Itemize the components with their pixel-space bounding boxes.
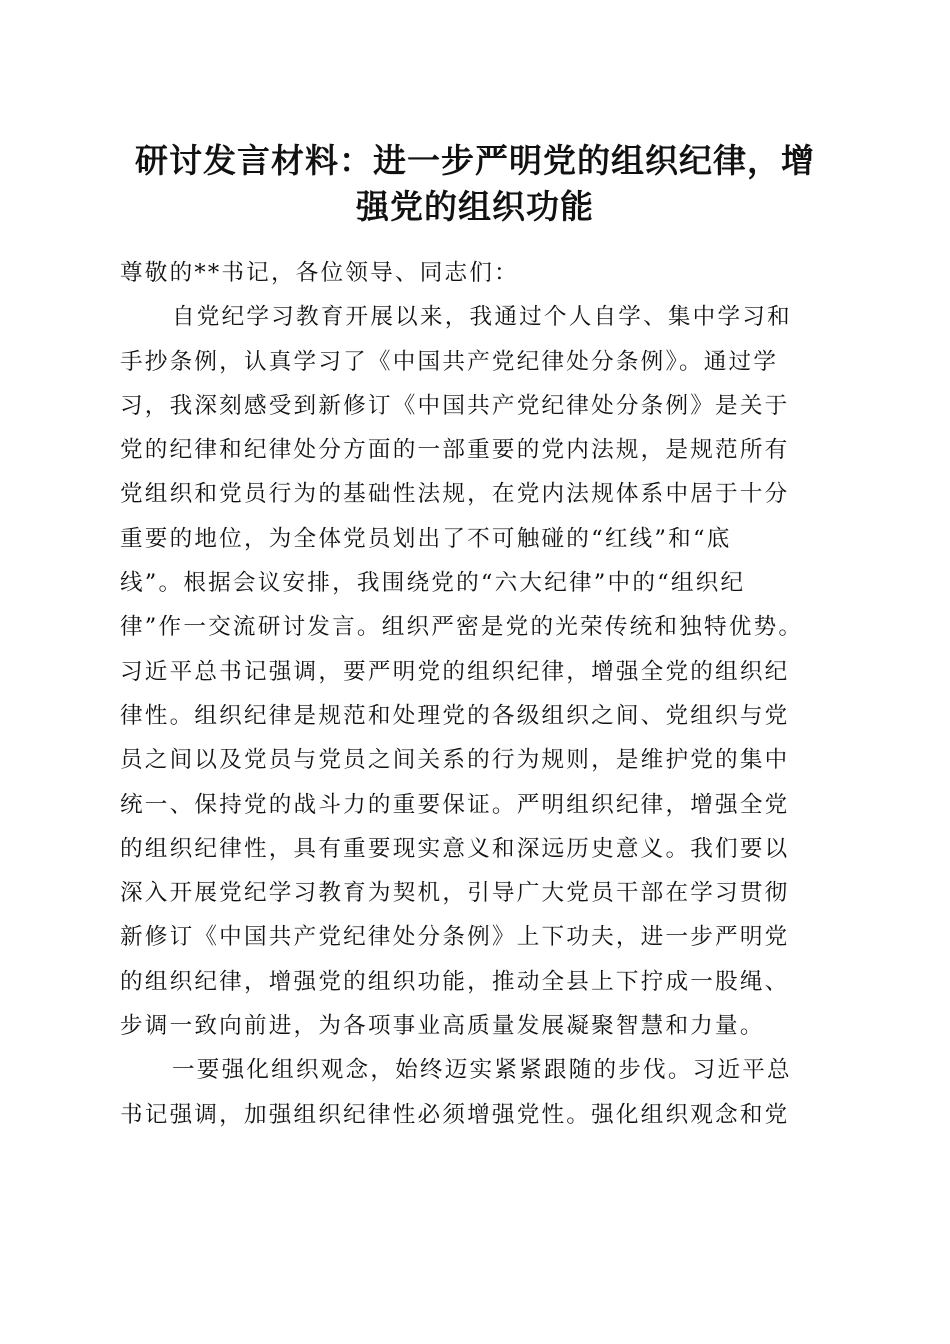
- paragraph-line: 律性。组织纪律是规范和处理党的各级组织之间、党组织与党: [120, 702, 790, 729]
- paragraph-line: 自党纪学习教育开展以来，我通过个人自学、集中学习和: [172, 304, 792, 331]
- paragraph-line: 律”作一交流研讨发言。组织严密是党的光荣传统和独特优势。: [120, 614, 804, 641]
- salutation: 尊敬的**书记，各位领导、同志们：: [120, 260, 519, 286]
- paragraph-line: 步调一致向前进，为各项事业高质量发展凝聚智慧和力量。: [120, 1013, 765, 1040]
- paragraph-line: 重要的地位，为全体党员划出了不可触碰的“红线”和“底: [120, 525, 732, 552]
- paragraph-line: 深入开展党纪学习教育为契机，引导广大党员干部在学习贯彻: [120, 880, 790, 907]
- paragraph-1: [120, 295, 830, 1048]
- title-line: 强党的组织功能: [356, 187, 594, 226]
- paragraph-line: 习近平总书记强调，要严明党的组织纪律，增强全党的组织纪: [120, 658, 790, 685]
- paragraph-line: 的组织纪律，增强党的组织功能，推动全县上下拧成一股绳、: [120, 968, 790, 995]
- paragraph-line: 习，我深刻感受到新修订《中国共产党纪律处分条例》是关于: [120, 392, 790, 419]
- document-body: [120, 251, 830, 1137]
- paragraph-line: 手抄条例，认真学习了《中国共产党纪律处分条例》。通过学: [120, 348, 779, 375]
- paragraph-2: [120, 1048, 830, 1137]
- paragraph-line: 统一、保持党的战斗力的重要保证。严明组织纪律，增强全党: [120, 791, 790, 818]
- paragraph-line: 新修订《中国共产党纪律处分条例》上下功夫，进一步严明党: [120, 924, 790, 951]
- paragraph-line: 的组织纪律性，具有重要现实意义和深远历史意义。我们要以: [120, 835, 790, 862]
- paragraph-line: 一要强化组织观念，始终迈实紧紧跟随的步伐。习近平总: [172, 1057, 792, 1084]
- paragraph-line: 员之间以及党员与党员之间关系的行为规则，是维护党的集中: [120, 747, 790, 774]
- document-title: [110, 138, 840, 230]
- paragraph-line: 线”。根据会议安排，我围绕党的“六大纪律”中的“组织纪: [120, 570, 746, 597]
- salutation-paragraph: [120, 251, 830, 295]
- title-line: 研讨发言材料：进一步严明党的组织纪律，增: [135, 141, 815, 180]
- paragraph-line: 书记强调，加强组织纪律性必须增强党性。强化组织观念和党: [120, 1101, 790, 1128]
- paragraph-line: 党的纪律和纪律处分方面的一部重要的党内法规，是规范所有: [120, 437, 790, 464]
- paragraph-line: 党组织和党员行为的基础性法规，在党内法规体系中居于十分: [120, 481, 790, 508]
